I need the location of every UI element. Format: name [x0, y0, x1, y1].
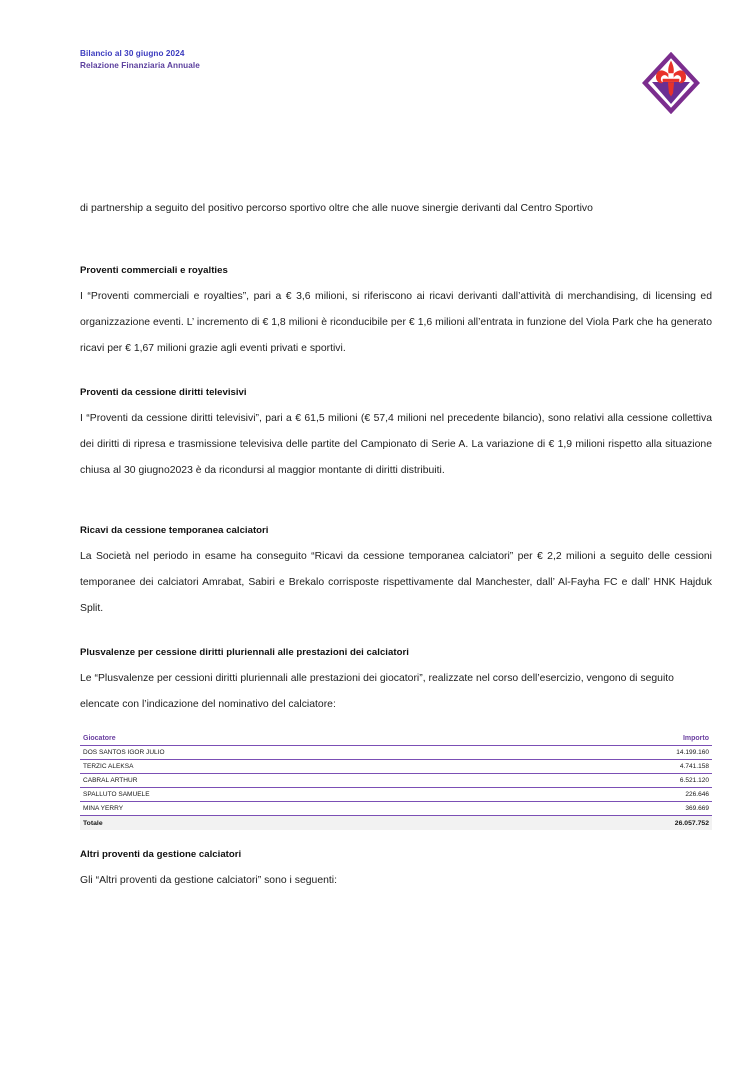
section-cessione-temporanea — [80, 518, 712, 622]
section-heading-cessione-temporanea: Ricavi da cessione temporanea calciatori — [80, 525, 269, 536]
cell-player-amount: 4.741.158 — [548, 760, 712, 774]
table-body — [80, 746, 712, 831]
plusvalenze-table — [80, 732, 712, 830]
table-row — [80, 788, 712, 802]
fiorentina-logo — [642, 52, 700, 114]
section-paragraph-plusvalenze: Le “Plusvalenze per cessioni diritti pluriennali alle prestazioni dei giocatori”, realizzate nel corso dell’esercizio, vengono di seguito elencate con l’indicazione del nominativo del calciatore: — [80, 673, 674, 710]
section-diritti-televisivi — [80, 380, 712, 484]
cell-player-name: CABRAL ARTHUR — [80, 774, 548, 788]
column-header-giocatore: Giocatore — [80, 732, 548, 746]
cell-player-amount: 6.521.120 — [548, 774, 712, 788]
cell-player-amount: 369.669 — [548, 802, 712, 816]
section-paragraph-diritti-televisivi: I “Proventi da cessione diritti televisivi”, pari a € 61,5 milioni (€ 57,4 milioni nel precedente bilancio), sono relativi alla cessione collettiva dei diritti di ripresa e trasmissione televisiva delle partite del Campionato di Serie A. La variazione di € 1,9 milioni rispetto alla situazione chiusa al 30 giugno2023 è da ricondursi al maggior montante di diritti distribuiti. — [80, 413, 712, 476]
section-heading-plusvalenze: Plusvalenze per cessione diritti pluriennali alle prestazioni dei calciatori — [80, 647, 409, 658]
cell-player-amount: 14.199.160 — [548, 746, 712, 760]
table-row — [80, 774, 712, 788]
section-paragraph-proventi-commerciali: I “Proventi commerciali e royalties”, pari a € 3,6 milioni, si riferiscono ai ricavi derivanti dall’attività di merchandising, di licensing ed organizzazione eventi. L’ incremento di € 1,8 milioni è riconducibile per € 1,6 milioni all’entrata in funzione del Viola Park che ha generato ricavi per € 1,67 milioni grazie agli eventi privati e sportivi. — [80, 291, 712, 354]
section-altri-proventi — [80, 842, 712, 894]
section-paragraph-altri-proventi: Gli “Altri proventi da gestione calciatori” sono i seguenti: — [80, 875, 338, 886]
section-heading-altri-proventi: Altri proventi da gestione calciatori — [80, 849, 242, 860]
section-paragraph-cessione-temporanea: La Società nel periodo in esame ha conseguito “Ricavi da cessione temporanea calciatori” per € 2,2 milioni a seguito delle cessioni temporanee dei calciatori Amrabat, Sabiri e Brekalo corrisposte rispettivamente dal Manchester, dall’ Al-Fayha FC e dall’ HNK Hajduk Split. — [80, 551, 712, 614]
document-header — [80, 48, 712, 118]
table-header-row — [80, 732, 712, 746]
header-titles — [80, 48, 712, 71]
column-header-importo: Importo — [548, 732, 712, 746]
section-heading-proventi-commerciali: Proventi commerciali e royalties — [80, 265, 228, 276]
header-title-line2: Relazione Finanziaria Annuale — [80, 60, 200, 70]
table-header — [80, 732, 712, 746]
table-row — [80, 746, 712, 760]
cell-player-name: DOS SANTOS IGOR JULIO — [80, 746, 548, 760]
intro-block — [80, 196, 712, 222]
table-total-row — [80, 816, 712, 831]
table-row — [80, 802, 712, 816]
section-heading-diritti-televisivi: Proventi da cessione diritti televisivi — [80, 387, 247, 398]
section-proventi-commerciali — [80, 258, 712, 362]
cell-player-name: MINA YERRY — [80, 802, 548, 816]
header-title-line1: Bilancio al 30 giugno 2024 — [80, 49, 185, 58]
table-row — [80, 760, 712, 774]
cell-total-amount: 26.057.752 — [674, 820, 709, 827]
cell-player-name: SPALLUTO SAMUELE — [80, 788, 548, 802]
cell-player-name: TERZIC ALEKSA — [80, 760, 548, 774]
intro-paragraph: di partnership a seguito del positivo percorso sportivo oltre che alle nuove sinergie derivanti dal Centro Sportivo — [80, 203, 593, 214]
cell-player-amount: 226.646 — [548, 788, 712, 802]
document-body — [80, 196, 712, 894]
cell-total-label: Totale — [83, 820, 103, 827]
section-plusvalenze — [80, 640, 712, 718]
